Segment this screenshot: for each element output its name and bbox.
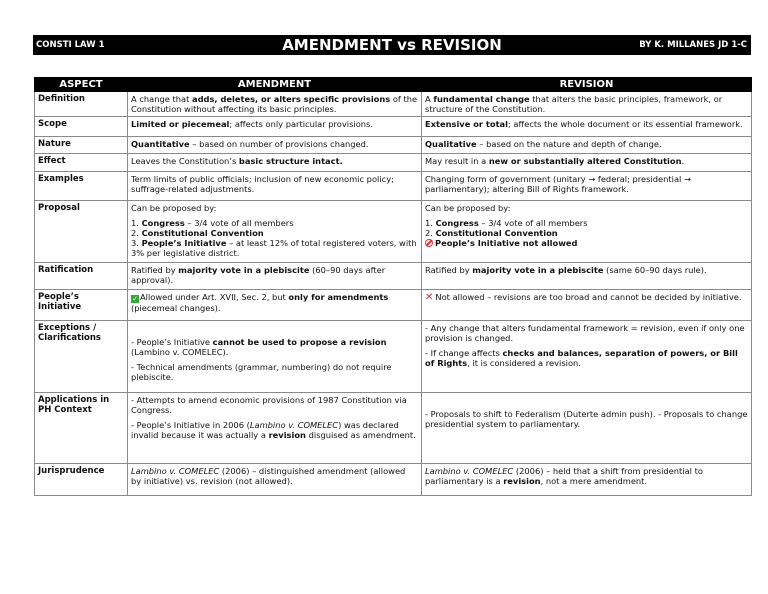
cell-line: - People’s Initiative in 2006 (Lambino v. COMELEC) was declared invalid because it was actually a revision disguised as amendment.	[131, 420, 416, 440]
revision-cell	[422, 201, 752, 263]
cell-line: - Attempts to amend economic provisions of 1987 Constitution via Congress.	[131, 395, 407, 415]
aspect-cell: Nature	[35, 137, 128, 154]
amendment-cell	[128, 321, 422, 393]
aspect-cell: Proposal	[35, 201, 128, 263]
aspect-cell: People’s Initiative	[35, 290, 128, 321]
amendment-cell: Lambino v. COMELEC (2006) – distinguished amendment (allowed by initiative) vs. revision (not allowed).	[128, 464, 422, 496]
aspect-cell: Effect	[35, 154, 128, 172]
amendment-cell: Leaves the Constitution’s basic structure intact.	[128, 154, 422, 172]
cell-line: Can be proposed by:	[425, 203, 511, 213]
prohibited-icon	[425, 239, 433, 247]
column-header-revision: REVISION	[422, 78, 752, 92]
revision-cell	[422, 321, 752, 393]
table-row	[35, 137, 752, 154]
revision-cell: May result in a new or substantially altered Constitution.	[422, 154, 752, 172]
revision-cell: Lambino v. COMELEC (2006) – held that a shift from presidential to parliamentary is a revision, not a mere amendment.	[422, 464, 752, 496]
cell-line: - Any change that alters fundamental framework = revision, even if only one provision is changed.	[425, 323, 745, 343]
cell-line: 1. Congress – 3/4 vote of all members	[131, 218, 294, 228]
header-banner	[33, 35, 751, 55]
table-row	[35, 201, 752, 263]
cell-line: Can be proposed by:	[131, 203, 217, 213]
aspect-cell: Exceptions / Clarifications	[35, 321, 128, 393]
cell-line: 2. Constitutional Convention	[131, 228, 264, 238]
revision-cell: Changing form of government (unitary → federal; presidential → parliamentary); altering Bill of Rights framework.	[422, 172, 752, 201]
aspect-cell: Scope	[35, 117, 128, 137]
table-row	[35, 154, 752, 172]
table-row	[35, 92, 752, 117]
cell-line: - Technical amendments (grammar, numbering) do not require plebiscite.	[131, 362, 392, 382]
revision-cell: Extensive or total; affects the whole document or its essential framework.	[422, 117, 752, 137]
cell-line: - People’s Initiative cannot be used to propose a revision (Lambino v. COMELEC).	[131, 337, 387, 357]
aspect-cell: Ratification	[35, 263, 128, 290]
aspect-cell: Jurisprudence	[35, 464, 128, 496]
amendment-cell	[128, 201, 422, 263]
table-header-row	[35, 78, 752, 92]
cell-line: People’s Initiative not allowed	[425, 238, 748, 248]
column-header-aspect: ASPECT	[35, 78, 128, 92]
table-row	[35, 172, 752, 201]
table-row	[35, 263, 752, 290]
table-row	[35, 290, 752, 321]
table-row	[35, 464, 752, 496]
amendment-cell: Limited or piecemeal; affects only particular provisions.	[128, 117, 422, 137]
cell-line: 2. Constitutional Convention	[425, 228, 558, 238]
cell-line: 3. People’s Initiative – at least 12% of total registered voters, with 3% per legislative district.	[131, 238, 417, 258]
aspect-cell: Applications in PH Context	[35, 393, 128, 464]
cell-line: - If change affects checks and balances, separation of powers, or Bill of Rights, it is considered a revision.	[425, 348, 738, 368]
cell-line: 1. Congress – 3/4 vote of all members	[425, 218, 588, 228]
revision-cell: - Proposals to shift to Federalism (Duterte admin push). - Proposals to change presidential system to parliamentary.	[422, 393, 752, 464]
revision-cell: ✕ Not allowed – revisions are too broad and cannot be decided by initiative.	[422, 290, 752, 321]
aspect-cell: Examples	[35, 172, 128, 201]
page-title: AMENDMENT vs REVISION	[282, 36, 502, 54]
column-header-amendment: AMENDMENT	[128, 78, 422, 92]
amendment-cell: ✓ Allowed under Art. XVII, Sec. 2, but only for amendments (piecemeal changes).	[128, 290, 422, 321]
table-row	[35, 117, 752, 137]
course-label: CONSTI LAW 1	[36, 40, 105, 50]
amendment-cell	[128, 393, 422, 464]
cross-mark-icon: ✕	[425, 292, 434, 303]
check-box-icon: ✓	[132, 295, 138, 303]
revision-cell: Qualitative – based on the nature and depth of change.	[422, 137, 752, 154]
amendment-cell: Quantitative – based on number of provisions changed.	[128, 137, 422, 154]
author-label: BY K. MILLANES JD 1-C	[639, 40, 747, 50]
revision-cell: Ratified by majority vote in a plebiscite (same 60–90 days rule).	[422, 263, 752, 290]
amendment-cell: A change that adds, deletes, or alters specific provisions of the Constitution without affecting its basic principles.	[128, 92, 422, 117]
table-row	[35, 393, 752, 464]
aspect-cell: Definition	[35, 92, 128, 117]
revision-cell: A fundamental change that alters the basic principles, framework, or structure of the Constitution.	[422, 92, 752, 117]
amendment-cell: Term limits of public officials; inclusion of new economic policy; suffrage-related adjustments.	[128, 172, 422, 201]
comparison-table	[34, 77, 752, 496]
amendment-cell: Ratified by majority vote in a plebiscite (60–90 days after approval).	[128, 263, 422, 290]
table-row	[35, 321, 752, 393]
